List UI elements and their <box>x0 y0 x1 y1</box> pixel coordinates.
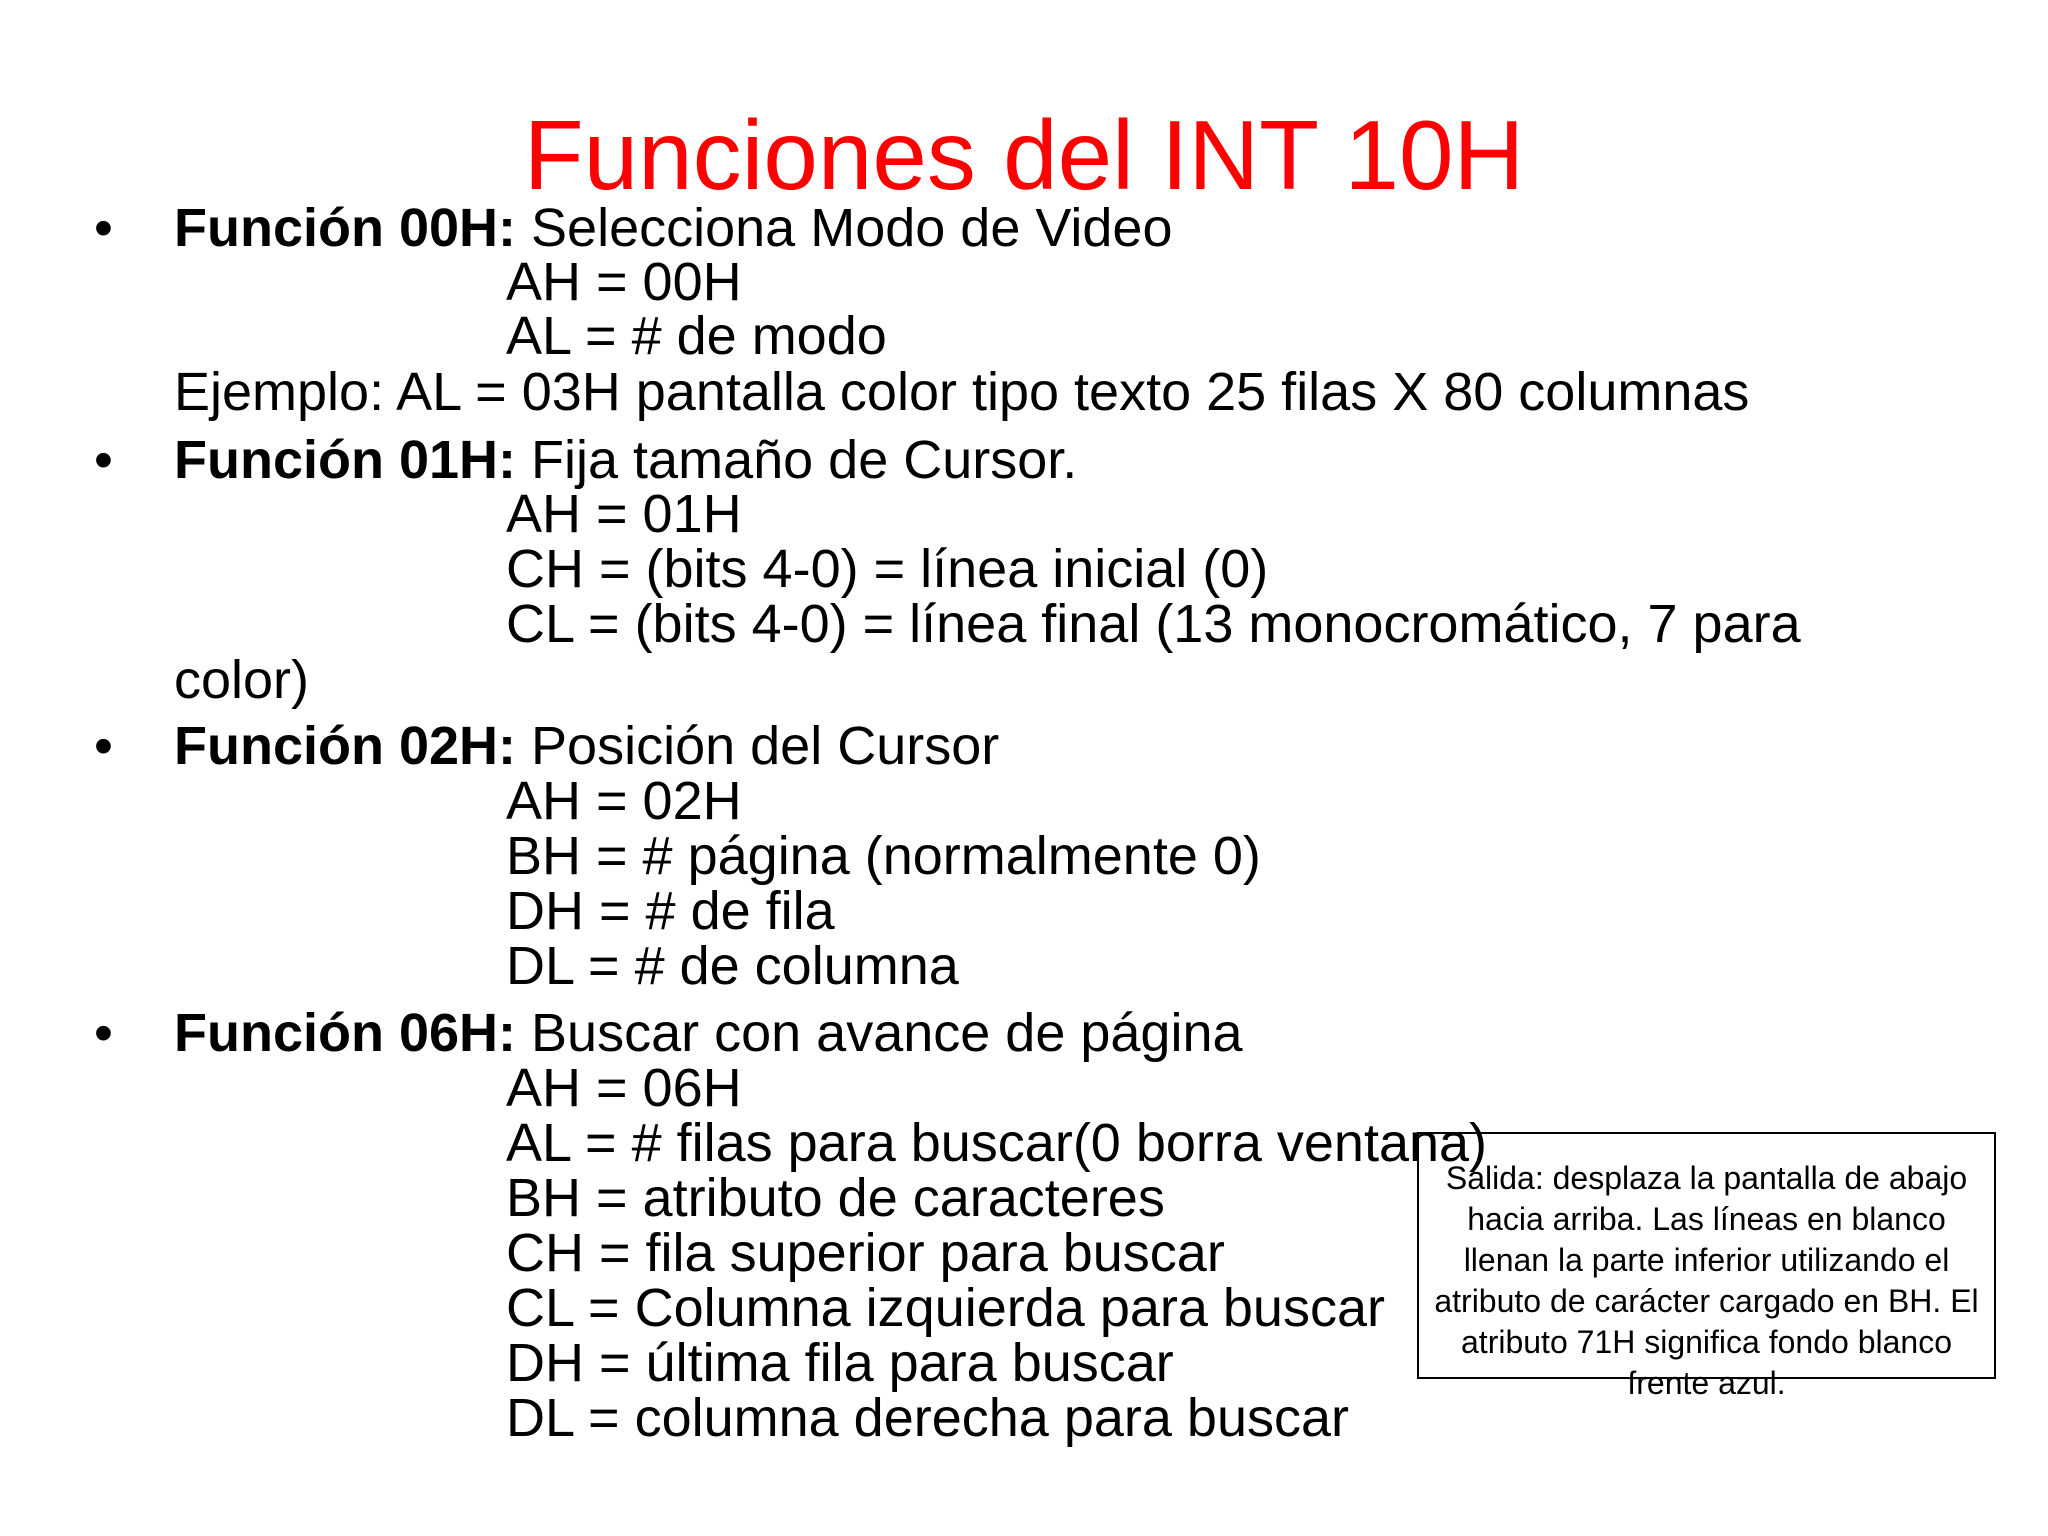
function-description: Fija tamaño de Cursor. <box>531 430 1078 490</box>
register-line: CH = (bits 4-0) = línea inicial (0) <box>506 539 1269 599</box>
register-line: DL = # de columna <box>506 936 959 996</box>
register-line: DL = columna derecha para buscar <box>506 1388 1349 1448</box>
register-line: CL = Columna izquierda para buscar <box>506 1278 1385 1338</box>
register-line: CH = fila superior para buscar <box>506 1223 1225 1283</box>
function-label: Función 06H: <box>174 1003 517 1063</box>
function-description: Posición del Cursor <box>531 716 1000 776</box>
output-note-box: Salida: desplaza la pantalla de abajo hacia arriba. Las líneas en blanco llenan la parte inferior utilizando el atributo de carácter cargado en BH. El atributo 71H significa fondo blanco frente azul. <box>1417 1132 1996 1379</box>
register-line: AH = 02H <box>506 771 742 831</box>
function-06h-heading <box>174 1005 1243 1061</box>
function-description: Selecciona Modo de Video <box>531 198 1173 258</box>
register-line: AH = 01H <box>506 484 742 544</box>
continuation-line: color) <box>174 650 310 710</box>
function-label: Función 01H: <box>174 430 517 490</box>
register-line: BH = atributo de caracteres <box>506 1168 1165 1228</box>
register-line: AH = 06H <box>506 1058 742 1118</box>
register-line: AH = 00H <box>506 252 742 312</box>
slide-title: Funciones del INT 10H <box>523 100 1525 210</box>
function-description: Buscar con avance de página <box>531 1003 1243 1063</box>
register-line: BH = # página (normalmente 0) <box>506 826 1261 886</box>
register-line: DH = última fila para buscar <box>506 1333 1174 1393</box>
function-label: Función 00H: <box>174 198 517 258</box>
function-02h-heading <box>174 718 999 774</box>
register-line: CL = (bits 4-0) = línea final (13 monocromático, 7 para <box>506 594 1801 654</box>
function-01h-heading <box>174 432 1077 488</box>
example-line: Ejemplo: AL = 03H pantalla color tipo texto 25 filas X 80 columnas <box>174 362 1750 422</box>
bullet-02h: • <box>94 716 113 776</box>
bullet-01h: • <box>94 430 113 490</box>
register-line: DH = # de fila <box>506 881 835 941</box>
register-line: AL = # de modo <box>506 306 887 366</box>
function-00h-heading <box>174 200 1173 256</box>
bullet-00h: • <box>94 198 113 258</box>
bullet-06h: • <box>94 1003 113 1063</box>
function-label: Función 02H: <box>174 716 517 776</box>
register-line: AL = # filas para buscar(0 borra ventana) <box>506 1113 1488 1173</box>
